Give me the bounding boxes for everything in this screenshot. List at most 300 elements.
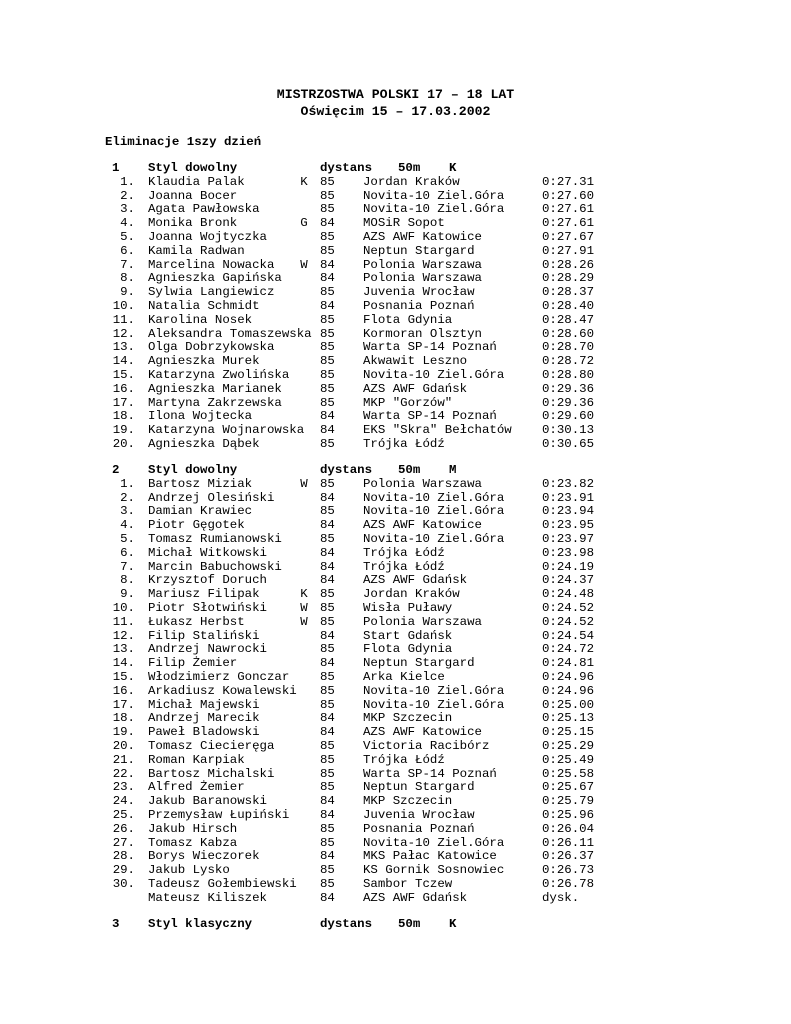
result-place: 5.: [120, 532, 135, 546]
result-club: AZS AWF Katowice: [363, 725, 482, 740]
result-name: Monika Bronk: [148, 216, 238, 231]
result-category: W: [300, 257, 308, 272]
result-club: Neptun Stargard: [363, 656, 475, 671]
result-place: 28.: [112, 849, 135, 864]
result-year: 85: [320, 202, 335, 217]
result-name: Włodzimierz Gonczar: [148, 670, 290, 684]
result-name: Borys Wieczorek: [148, 849, 260, 864]
result-row: [0, 670, 791, 684]
result-name: Kamila Radwan: [148, 243, 245, 258]
result-time: 0:25.15: [542, 725, 595, 740]
result-time: 0:26.37: [542, 849, 595, 864]
result-place: 17.: [112, 697, 135, 712]
result-row: [0, 739, 791, 753]
result-name: Agnieszka Gapińska: [148, 271, 282, 286]
result-name: Martyna Zakrzewska: [148, 395, 282, 410]
result-club: Warta SP-14 Poznań: [363, 340, 497, 355]
result-time: 0:27.91: [542, 243, 595, 258]
result-name: Andrzej Marecik: [148, 711, 260, 726]
result-year: 84: [320, 559, 335, 574]
result-year: 85: [320, 780, 335, 795]
result-name: Karolina Nosek: [148, 312, 253, 327]
result-club: Posnania Poznań: [363, 299, 475, 313]
result-time: 0:25.29: [542, 739, 595, 753]
result-name: Bartosz Miziak: [148, 476, 253, 491]
result-row: [0, 532, 791, 546]
result-time: 0:28.26: [542, 257, 595, 272]
result-club: AZS AWF Gdańsk: [363, 573, 468, 588]
result-row: [0, 340, 791, 354]
result-year: 85: [320, 877, 335, 891]
result-time: 0:30.65: [542, 437, 595, 451]
result-category: W: [300, 614, 308, 629]
result-club: MKP Szczecin: [363, 711, 453, 726]
result-place: 11.: [112, 614, 135, 629]
result-row: [0, 601, 791, 615]
result-time: dysk.: [542, 890, 580, 905]
result-place: 8.: [120, 573, 135, 588]
result-name: Joanna Bocer: [148, 188, 238, 203]
result-year: 85: [320, 739, 335, 753]
result-club: Trójka Łódź: [363, 752, 445, 767]
result-name: Łukasz Herbst: [148, 614, 245, 629]
result-time: 0:25.96: [542, 808, 595, 822]
result-place: 4.: [120, 216, 135, 231]
result-name: Agnieszka Marianek: [148, 381, 282, 396]
result-time: 0:25.67: [542, 780, 595, 795]
result-year: 85: [320, 188, 335, 203]
result-club: Novita-10 Ziel.Góra: [363, 368, 505, 382]
result-row: [0, 491, 791, 505]
result-club: Neptun Stargard: [363, 243, 475, 258]
result-place: 12.: [112, 628, 135, 643]
result-club: Novita-10 Ziel.Góra: [363, 532, 505, 546]
result-place: 6.: [120, 243, 135, 258]
result-name: Filip Żemier: [148, 656, 238, 671]
result-place: 5.: [120, 230, 135, 244]
result-name: Aleksandra Tomaszewska: [148, 326, 312, 341]
result-club: AZS AWF Katowice: [363, 230, 482, 244]
result-place: 9.: [120, 285, 135, 300]
result-year: 84: [320, 628, 335, 643]
result-time: 0:27.60: [542, 188, 595, 203]
result-name: Mateusz Kiliszek: [148, 890, 267, 905]
event-distance: 50m: [398, 917, 421, 931]
result-year: 84: [320, 849, 335, 864]
result-club: Trójka Łódź: [363, 545, 445, 560]
result-club: Jordan Kraków: [363, 174, 460, 189]
result-time: 0:29.60: [542, 409, 595, 424]
result-name: Natalia Schmidt: [148, 299, 260, 313]
result-name: Olga Dobrzykowska: [148, 340, 275, 355]
result-time: 0:27.67: [542, 230, 595, 244]
result-place: 13.: [112, 340, 135, 355]
result-year: 84: [320, 518, 335, 533]
result-row: [0, 573, 791, 587]
result-name: Damian Krawiec: [148, 504, 253, 519]
result-time: 0:26.04: [542, 821, 595, 836]
result-year: 85: [320, 368, 335, 382]
result-time: 0:25.00: [542, 697, 595, 712]
result-time: 0:24.72: [542, 642, 595, 657]
result-time: 0:24.37: [542, 573, 595, 588]
result-name: Tomasz Ciecieręga: [148, 739, 275, 753]
result-row: [0, 780, 791, 794]
result-year: 85: [320, 697, 335, 712]
result-place: 23.: [112, 780, 135, 795]
result-year: 85: [320, 354, 335, 369]
result-row: [0, 877, 791, 891]
result-name: Sylwia Langiewicz: [148, 285, 275, 300]
result-club: Novita-10 Ziel.Góra: [363, 188, 505, 203]
result-row: [0, 642, 791, 656]
result-place: 18.: [112, 409, 135, 424]
result-row: [0, 327, 791, 341]
result-year: 85: [320, 587, 335, 602]
result-year: 85: [320, 752, 335, 767]
result-club: MOSiR Sopot: [363, 216, 445, 231]
result-year: 84: [320, 545, 335, 560]
page-subtitle: Oświęcim 15 – 17.03.2002: [300, 104, 491, 119]
result-row: [0, 313, 791, 327]
result-name: Agnieszka Dąbek: [148, 437, 260, 451]
result-place: 2.: [120, 490, 135, 505]
result-place: 18.: [112, 711, 135, 726]
event-number: 3: [112, 917, 120, 931]
result-club: AZS AWF Katowice: [363, 518, 482, 533]
event-style: Styl dowolny: [148, 463, 238, 477]
result-club: EKS "Skra" Bełchatów: [363, 423, 512, 438]
result-time: 0:27.61: [542, 216, 595, 231]
result-name: Agata Pawłowska: [148, 202, 260, 217]
result-name: Tomasz Kabza: [148, 835, 238, 850]
result-time: 0:28.72: [542, 354, 595, 369]
result-place: 17.: [112, 395, 135, 410]
session-label: Eliminacje 1szy dzień: [105, 135, 262, 149]
result-club: Neptun Stargard: [363, 780, 475, 795]
result-place: 15.: [112, 670, 135, 684]
result-time: 0:25.79: [542, 794, 595, 809]
result-place: 27.: [112, 835, 135, 850]
result-year: 85: [320, 381, 335, 396]
result-year: 85: [320, 601, 335, 615]
result-time: 0:26.78: [542, 877, 595, 891]
result-row: [0, 836, 791, 850]
result-year: 84: [320, 490, 335, 505]
result-year: 84: [320, 890, 335, 905]
result-time: 0:28.37: [542, 285, 595, 300]
result-club: Novita-10 Ziel.Góra: [363, 835, 505, 850]
result-time: 0:24.54: [542, 628, 595, 643]
result-time: 0:25.49: [542, 752, 595, 767]
result-place: 16.: [112, 381, 135, 396]
result-row: [0, 767, 791, 781]
result-club: Polonia Warszawa: [363, 271, 482, 286]
result-place: 2.: [120, 188, 135, 203]
result-year: 85: [320, 230, 335, 244]
result-year: 85: [320, 395, 335, 410]
event-header: [0, 463, 791, 477]
result-year: 85: [320, 670, 335, 684]
result-place: 30.: [112, 877, 135, 891]
result-time: 0:28.70: [542, 340, 595, 355]
page-title: MISTRZOSTWA POLSKI 17 – 18 LAT: [276, 87, 515, 102]
result-time: 0:29.36: [542, 381, 595, 396]
result-club: Novita-10 Ziel.Góra: [363, 202, 505, 217]
result-row: [0, 518, 791, 532]
result-row: [0, 368, 791, 382]
result-time: 0:28.80: [542, 368, 595, 382]
result-place: 10.: [112, 601, 135, 615]
result-time: 0:28.60: [542, 326, 595, 341]
result-year: 85: [320, 476, 335, 491]
result-time: 0:23.94: [542, 504, 595, 519]
result-name: Marcin Babuchowski: [148, 559, 282, 574]
result-name: Klaudia Palak: [148, 174, 245, 189]
result-year: 84: [320, 573, 335, 588]
result-club: Posnania Poznań: [363, 821, 475, 836]
result-time: 0:24.81: [542, 656, 595, 671]
result-time: 0:28.40: [542, 299, 595, 313]
result-place: 1.: [120, 476, 135, 491]
result-club: Trójka Łódź: [363, 437, 445, 451]
result-row: [0, 175, 791, 189]
result-time: 0:27.61: [542, 202, 595, 217]
result-name: Marcelina Nowacka: [148, 257, 275, 272]
result-time: 0:27.31: [542, 174, 595, 189]
result-row: [0, 629, 791, 643]
result-club: Flota Gdynia: [363, 312, 453, 327]
result-row: [0, 244, 791, 258]
result-row: [0, 396, 791, 410]
result-year: 85: [320, 326, 335, 341]
result-place: 14.: [112, 354, 135, 369]
event-number: 2: [112, 463, 120, 477]
result-name: Przemysław Łupiński: [148, 808, 290, 822]
result-year: 84: [320, 423, 335, 438]
result-name: Ilona Wojtecka: [148, 409, 253, 424]
result-year: 84: [320, 216, 335, 231]
result-name: Bartosz Michalski: [148, 766, 275, 781]
result-row: [0, 271, 791, 285]
result-row: [0, 849, 791, 863]
result-name: Jakub Hirsch: [148, 821, 238, 836]
result-time: 0:23.82: [542, 476, 595, 491]
result-row: [0, 382, 791, 396]
result-club: Start Gdańsk: [363, 628, 453, 643]
result-year: 85: [320, 863, 335, 878]
result-place: 13.: [112, 642, 135, 657]
result-club: Polonia Warszawa: [363, 476, 482, 491]
event-number: 1: [112, 161, 120, 175]
result-place: 20.: [112, 437, 135, 451]
result-time: 0:24.48: [542, 587, 595, 602]
result-year: 85: [320, 766, 335, 781]
result-club: AZS AWF Gdańsk: [363, 890, 468, 905]
result-row: [0, 409, 791, 423]
result-place: 8.: [120, 271, 135, 286]
result-name: Krzysztof Doruch: [148, 573, 267, 588]
result-place: 6.: [120, 545, 135, 560]
result-club: Novita-10 Ziel.Góra: [363, 490, 505, 505]
result-year: 85: [320, 504, 335, 519]
result-year: 85: [320, 174, 335, 189]
result-year: 84: [320, 725, 335, 740]
result-place: 4.: [120, 518, 135, 533]
result-category: G: [300, 216, 308, 231]
result-row: [0, 189, 791, 203]
result-club: Victoria Racibórz: [363, 739, 490, 753]
result-name: Katarzyna Wojnarowska: [148, 423, 305, 438]
result-club: Warta SP-14 Poznań: [363, 409, 497, 424]
event-style: Styl klasyczny: [148, 917, 253, 931]
result-name: Tadeusz Gołembiewski: [148, 877, 297, 891]
result-time: 0:24.19: [542, 559, 595, 574]
result-name: Filip Staliński: [148, 628, 260, 643]
result-year: 85: [320, 285, 335, 300]
result-club: Flota Gdynia: [363, 642, 453, 657]
result-place: 3.: [120, 504, 135, 519]
result-name: Mariusz Filipak: [148, 587, 260, 602]
result-year: 85: [320, 437, 335, 451]
result-row: [0, 794, 791, 808]
result-name: Katarzyna Zwolińska: [148, 368, 290, 382]
event-style: Styl dowolny: [148, 161, 238, 175]
result-row: [0, 587, 791, 601]
result-category: K: [300, 587, 308, 602]
result-year: 84: [320, 711, 335, 726]
event-distance-label: dystans: [320, 917, 373, 931]
result-time: 0:25.58: [542, 766, 595, 781]
result-time: 0:28.47: [542, 312, 595, 327]
event-distance: 50m: [398, 161, 421, 175]
event-sex: K: [449, 161, 457, 175]
result-time: 0:26.73: [542, 863, 595, 878]
result-row: [0, 216, 791, 230]
result-place: 11.: [112, 312, 135, 327]
result-name: Paweł Bladowski: [148, 725, 260, 740]
result-place: 15.: [112, 368, 135, 382]
result-row: [0, 711, 791, 725]
event-sex: K: [449, 917, 457, 931]
result-name: Tomasz Rumianowski: [148, 532, 282, 546]
result-place: 29.: [112, 863, 135, 878]
result-row: [0, 822, 791, 836]
result-year: 85: [320, 614, 335, 629]
result-place: 25.: [112, 808, 135, 822]
event-header: [0, 161, 791, 175]
result-row: [0, 437, 791, 451]
result-place: 20.: [112, 739, 135, 753]
result-year: 84: [320, 257, 335, 272]
result-year: 84: [320, 656, 335, 671]
result-club: Wisła Puławy: [363, 601, 453, 615]
result-club: Polonia Warszawa: [363, 614, 482, 629]
result-row: [0, 354, 791, 368]
result-year: 85: [320, 642, 335, 657]
result-time: 0:24.52: [542, 614, 595, 629]
result-club: MKP "Gorzów": [363, 395, 453, 410]
result-time: 0:23.97: [542, 532, 595, 546]
event-header: [0, 917, 791, 931]
result-place: 9.: [120, 587, 135, 602]
result-name: Andrzej Nawrocki: [148, 642, 267, 657]
result-club: MKS Pałac Katowice: [363, 849, 497, 864]
result-time: 0:23.98: [542, 545, 595, 560]
result-row: [0, 560, 791, 574]
result-year: 84: [320, 409, 335, 424]
result-row: [0, 656, 791, 670]
result-row: [0, 725, 791, 739]
result-name: Joanna Wojtyczka: [148, 230, 267, 244]
result-row: [0, 863, 791, 877]
result-place: 12.: [112, 326, 135, 341]
result-time: 0:29.36: [542, 395, 595, 410]
result-club: Jordan Kraków: [363, 587, 460, 602]
result-place: 1.: [120, 174, 135, 189]
result-row: [0, 684, 791, 698]
result-name: Piotr Słotwiński: [148, 601, 267, 615]
result-time: 0:24.52: [542, 601, 595, 615]
result-time: 0:30.13: [542, 423, 595, 438]
result-time: 0:25.13: [542, 711, 595, 726]
result-row: [0, 891, 791, 905]
result-place: 19.: [112, 423, 135, 438]
result-row: [0, 546, 791, 560]
event-distance: 50m: [398, 463, 421, 477]
result-name: Jakub Baranowski: [148, 794, 267, 809]
result-club: MKP Szczecin: [363, 794, 453, 809]
result-year: 85: [320, 532, 335, 546]
result-row: [0, 808, 791, 822]
result-name: Andrzej Olesiński: [148, 490, 275, 505]
result-club: Kormoran Olsztyn: [363, 326, 482, 341]
result-place: 7.: [120, 559, 135, 574]
result-time: 0:23.95: [542, 518, 595, 533]
result-club: Akwawit Leszno: [363, 354, 468, 369]
result-club: Novita-10 Ziel.Góra: [363, 504, 505, 519]
result-place: 26.: [112, 821, 135, 836]
result-club: Juvenia Wrocław: [363, 285, 475, 300]
result-name: Arkadiusz Kowalewski: [148, 683, 297, 698]
result-year: 85: [320, 821, 335, 836]
result-place: 7.: [120, 257, 135, 272]
event-distance-label: dystans: [320, 161, 373, 175]
result-row: [0, 615, 791, 629]
result-row: [0, 477, 791, 491]
result-time: 0:28.29: [542, 271, 595, 286]
result-year: 85: [320, 312, 335, 327]
result-place: 21.: [112, 752, 135, 767]
result-name: Michał Majewski: [148, 697, 260, 712]
result-place: 14.: [112, 656, 135, 671]
result-club: Novita-10 Ziel.Góra: [363, 697, 505, 712]
result-year: 85: [320, 683, 335, 698]
result-name: Jakub Lysko: [148, 863, 230, 878]
result-row: [0, 423, 791, 437]
result-name: Alfred Żemier: [148, 780, 245, 795]
result-year: 84: [320, 271, 335, 286]
result-name: Piotr Gęgotek: [148, 518, 245, 533]
result-time: 0:24.96: [542, 670, 595, 684]
result-club: Warta SP-14 Poznań: [363, 766, 497, 781]
result-row: [0, 753, 791, 767]
result-row: [0, 504, 791, 518]
result-row: [0, 202, 791, 216]
result-year: 85: [320, 340, 335, 355]
result-category: K: [300, 174, 308, 189]
result-place: 24.: [112, 794, 135, 809]
